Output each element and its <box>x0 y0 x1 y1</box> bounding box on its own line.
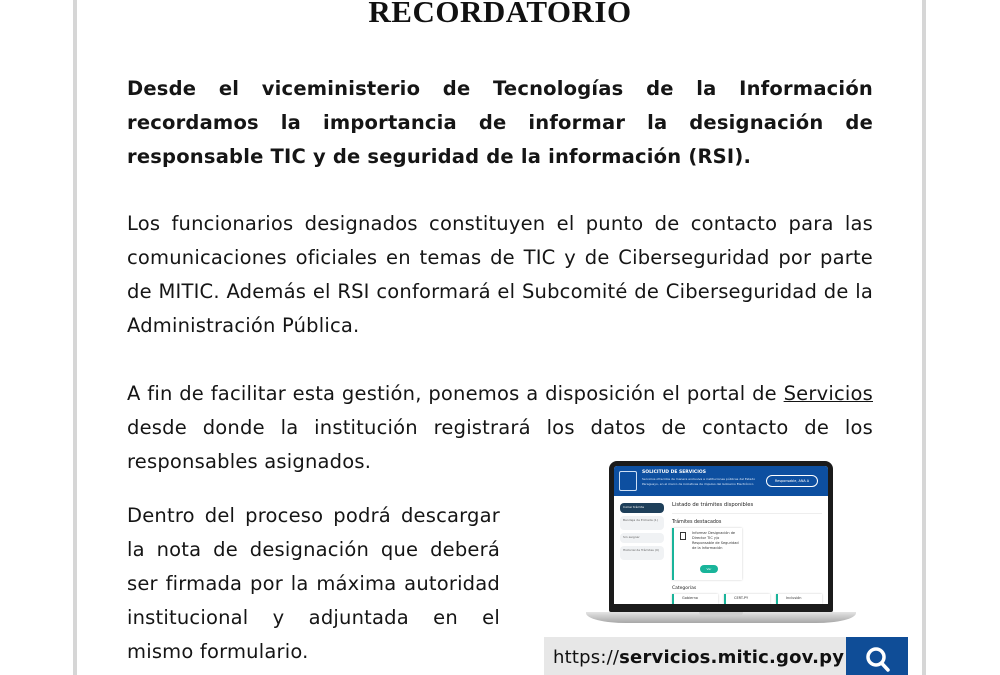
screen-categories-title: Categorías <box>672 586 697 591</box>
laptop-base <box>586 612 856 623</box>
camera-notch <box>711 461 731 466</box>
services-logo-icon <box>619 471 637 491</box>
portal-text-after: desde donde la institución registrará los datos de contacto de los responsables asignados. <box>127 416 873 473</box>
screen-sidebar-item: Iniciar trámite <box>620 503 664 513</box>
url-bar[interactable] <box>544 637 908 675</box>
contacts-paragraph: Los funcionarios designados constituyen el punto de contacto para las comunicaciones oficiales en temas de TIC y de Ciberseguridad por parte de MITIC. Además el RSI conformará el Subcomité de Ciberseguridad de la Administración Pública. <box>127 212 873 337</box>
screen-list-title: Listado de trámites disponibles <box>672 502 822 514</box>
screen-categories <box>672 594 822 604</box>
laptop-screen <box>614 466 828 604</box>
screen-sidebar-item: Bandeja de Entrada (1) <box>620 516 664 530</box>
screen-category: Gobierno <box>672 594 718 604</box>
laptop-base-notch <box>699 612 743 616</box>
screen-view-button: Ver <box>700 565 718 573</box>
screen-featured-title: Trámites destacados <box>672 520 722 525</box>
laptop-lid <box>609 461 833 612</box>
screen-featured-card <box>672 528 742 580</box>
screen-header-title: SOLICITUD DE SERVICIOS <box>642 470 706 475</box>
search-icon <box>863 645 893 675</box>
screen-user-button: Responsable, ANA A <box>766 475 818 487</box>
portal-text-before: A fin de facilitar esta gestión, ponemos a disposición el portal de <box>127 382 784 405</box>
laptop-illustration <box>586 461 856 629</box>
servicios-link[interactable]: Servicios <box>783 382 873 405</box>
screen-sidebar <box>620 503 664 563</box>
url-text[interactable] <box>553 647 844 668</box>
screen-category: CERT-PY <box>724 594 770 604</box>
screen-card-text: Informar Designación de Director TIC y/o Responsable de Seguridad de la Información <box>692 531 739 550</box>
screen-category: Inclusión <box>776 594 822 604</box>
url-domain: servicios.mitic.gov.py <box>619 647 845 668</box>
screen-main <box>672 502 822 604</box>
document-icon <box>680 532 686 540</box>
url-scheme: https:// <box>553 647 620 668</box>
process-paragraph: Dentro del proceso podrá descargar la nota de designación que deberá ser firmada por la máxima autoridad institucional y adjuntada en el mismo formulario. <box>127 504 500 663</box>
screen-header-subtitle: Servicios ofrecidos de manera exclusiva a instituciones públicas del Estado Paraguayo, en el marco de iniciativas de impulso del Gobierno Electrónico <box>642 477 756 486</box>
page-title: RECORDATORIO <box>368 0 632 29</box>
screen-sidebar-item: Sin asignar <box>620 533 664 543</box>
screen-sidebar-item: Historial de Trámites (0) <box>620 546 664 560</box>
intro-paragraph: Desde el viceministerio de Tecnologías de la Información recordamos la importancia de informar la designación de responsable TIC y de seguridad de la información (RSI). <box>127 77 873 168</box>
screen-header <box>614 466 828 496</box>
search-button[interactable] <box>846 637 908 675</box>
